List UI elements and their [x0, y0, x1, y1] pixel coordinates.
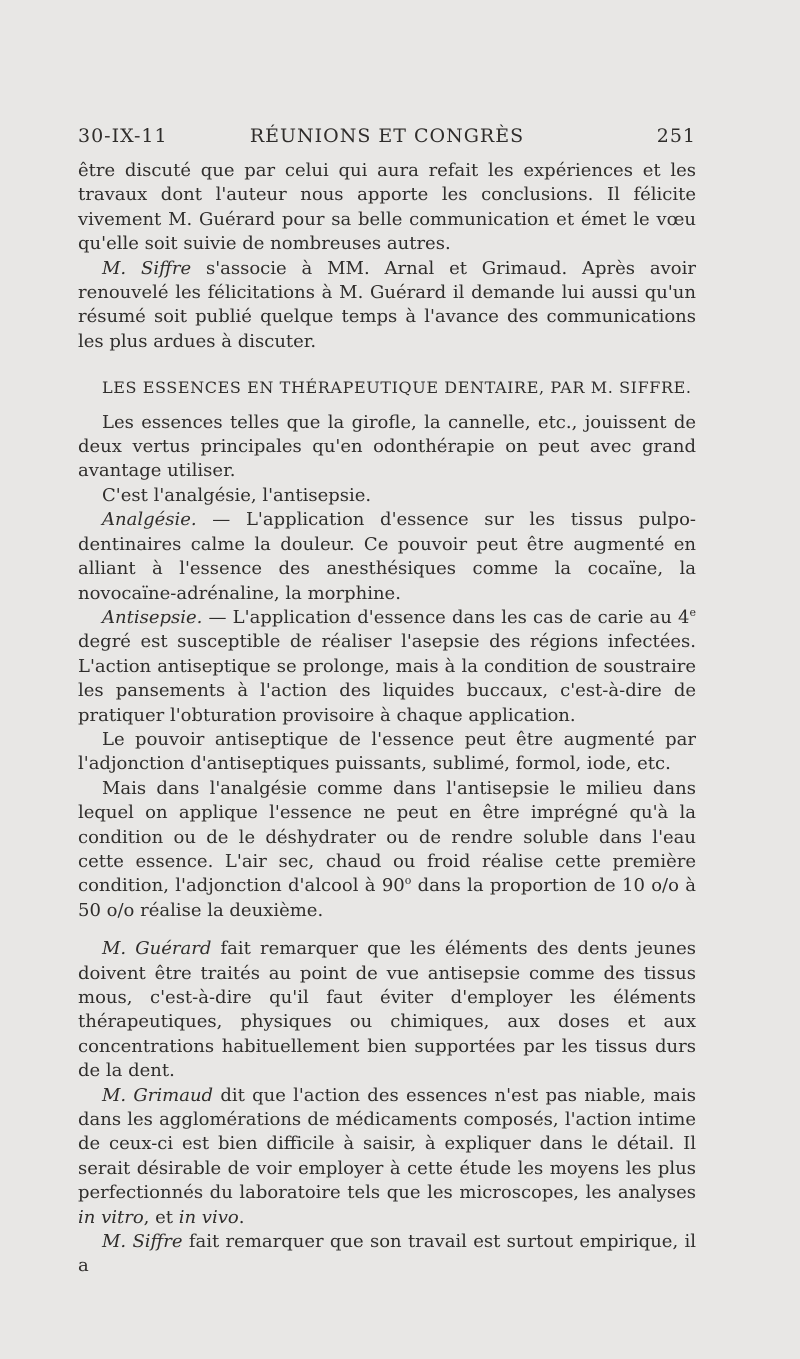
latin-term: in vitro [78, 1206, 144, 1228]
superscript: o [404, 874, 412, 888]
header-page-number: 251 [656, 125, 696, 147]
body-text [78, 159, 696, 1279]
paragraph-11 [78, 1230, 696, 1279]
speaker-name: M. Grimaud [102, 1084, 214, 1106]
term-analgesie: Analgésie. [102, 509, 197, 531]
speaker-name: M. Guérard [102, 938, 212, 960]
header-date: 30-IX-11 [78, 125, 168, 147]
latin-term: in vivo [178, 1206, 239, 1228]
paragraph-7: Le pouvoir antiseptique de l'essence peut être augmenté par l'adjonction d'antiseptiques puissants, sublimé, formol, iode, etc. [78, 728, 696, 775]
paragraph-8 [78, 777, 696, 923]
running-head [78, 125, 696, 153]
paragraph-text: — L'application d'essence sur les tissus pulpo-dentinaires calme la douleur. Ce pouvoir peut être augmenté en alliant à l'essence des anesthésiques comme la cocaïne, la novocaïne-adrénaline, la morphine. [78, 509, 696, 604]
paragraph-text: . [238, 1206, 245, 1228]
paragraph-text: Mais dans l'analgésie comme dans l'antisepsie le milieu dans lequel on applique l'essence ne peut en être imprégné qu'à la condition ou de le déshydrater ou de rendre soluble dans l'eau cette essence. L'air sec, chaud ou froid réalise cette première condition, l'adjonction d'alcool à 90 [78, 777, 696, 897]
paragraph-9 [78, 937, 696, 1083]
term-antisepsie: Antisepsie. [102, 606, 203, 628]
paragraph-6 [78, 606, 696, 728]
paragraph-4: C'est l'analgésie, l'antisepsie. [102, 484, 372, 506]
speaker-name: M. Siffre [102, 1231, 183, 1253]
paragraph-10 [78, 1084, 696, 1230]
paragraph-text: — L'application d'essence dans les cas de carie au 4 [202, 606, 690, 628]
paragraph-text: dit que l'action des essences n'est pas niable, mais dans les agglomérations de médicaments composés, l'action intime de ceux-ci est bien difficile à saisir, à expliquer dans le détail. Il serait désirable de voir employer à cette étude les moyens les plus perfectionnés du laboratoire tels que les microscopes, les analyses [78, 1084, 696, 1204]
paragraph-text: fait remarquer que son travail est surtout empirique, il a [78, 1231, 696, 1277]
paragraph-5 [78, 508, 696, 606]
speaker-name: M. Siffre [102, 257, 192, 279]
paragraph-text: , et [143, 1206, 179, 1228]
paragraph-text: degré est susceptible de réaliser l'asepsie des régions infectées. L'action antiseptique se prolonge, mais à la condition de soustraire les pansements à l'action des liquides buccaux, c'est-à-dire de pratiquer l'obturation provisoire à chaque application. [78, 631, 696, 726]
paragraph-text: dans la proportion de 10 o/o à 50 o/o réalise la deuxième. [78, 875, 696, 921]
paragraph-text: s'associe à MM. Arnal et Grimaud. Après avoir renouvelé les félicitations à M. Guérard il demande lui aussi qu'un résumé soit publié quelque temps à l'avance des communications les plus ardues à discuter. [78, 257, 696, 352]
superscript: e [689, 605, 696, 619]
section-heading: LES ESSENCES EN THÉRAPEUTIQUE DENTAIRE, PAR M. SIFFRE. [102, 378, 692, 398]
paragraph-2 [78, 257, 696, 355]
paragraph-text: fait remarquer que les éléments des dents jeunes doivent être traités au point de vue antisepsie comme des tissus mous, c'est-à-dire qu'il faut éviter d'employer les éléments thérapeutiques, physiques ou chimiques, aux doses et aux concentrations habituellement bien supportées par les tissus durs de la dent. [78, 938, 696, 1082]
header-section-title: RÉUNIONS ET CONGRÈS [249, 125, 525, 147]
paragraph-1: être discuté que par celui qui aura refait les expériences et les travaux dont l'auteur nous apporte les conclusions. Il félicite vivement M. Guérard pour sa belle communication et émet le vœu qu'elle soit suivie de nombreuses autres. [78, 160, 696, 255]
paragraph-3: Les essences telles que la girofle, la cannelle, etc., jouissent de deux vertus principales qu'en odonthérapie on peut avec grand avantage utiliser. [78, 411, 696, 482]
